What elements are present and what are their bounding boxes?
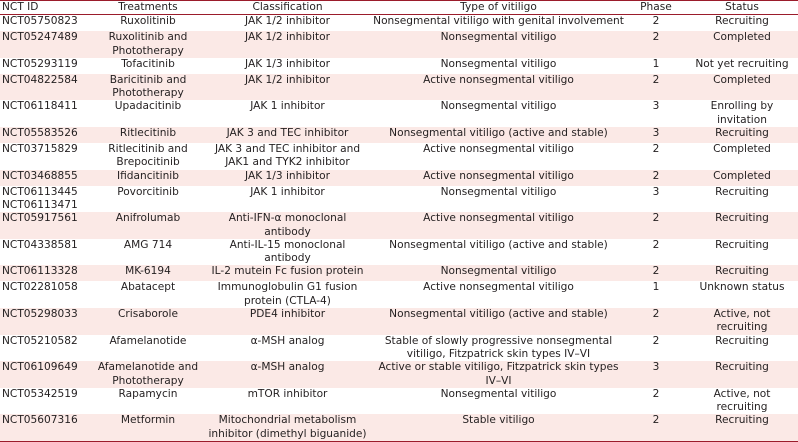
cell-treatment: Ruxolitinib (120, 15, 176, 28)
cell-phase: 2 (626, 170, 686, 186)
table-row (0, 239, 798, 266)
cell-phase: 3 (652, 100, 660, 113)
cell-nct-id (0, 186, 92, 213)
header-row (0, 1, 798, 15)
table-row (0, 335, 798, 362)
cell-treatment: Rapamycin (118, 387, 178, 400)
cell-phase: 2 (652, 143, 660, 156)
cell-type: Active nonsegmental vitiligo (371, 212, 626, 239)
cell-treatment: Ifidancitinib (92, 170, 204, 186)
table-row (0, 212, 798, 239)
cell-phase: 2 (626, 74, 686, 101)
cell-classification: JAK 1/3 inhibitor (245, 57, 330, 70)
cell-nct-id: NCT05583526 (0, 127, 92, 143)
clinical-trials-table (0, 1, 798, 442)
table-row (0, 186, 798, 213)
cell-nct-id-primary: NCT06113445 (2, 185, 78, 198)
cell-status: Recruiting (686, 414, 798, 441)
table-row (0, 15, 798, 32)
table-row (0, 127, 798, 143)
cell-phase: 2 (626, 265, 686, 281)
cell-classification: JAK 1/2 inhibitor (245, 15, 330, 28)
header-phase: Phase (626, 1, 686, 15)
header-classification: Classification (204, 1, 371, 15)
cell-phase: 2 (652, 15, 660, 28)
cell-nct-id: NCT02281058 (2, 281, 78, 294)
cell-nct-id: NCT05298033 (0, 308, 92, 335)
table-row (0, 414, 798, 441)
table-row (0, 58, 798, 74)
cell-phase: 2 (626, 308, 686, 335)
cell-nct-id: NCT06109649 (0, 361, 92, 388)
cell-type: Active nonsegmental vitiligo (371, 74, 626, 101)
cell-nct-id: NCT05342519 (2, 387, 78, 400)
cell-classification: Mitochondrial metabolism inhibitor (dimethyl biguanide) (204, 414, 371, 441)
cell-status: Recruiting (686, 265, 798, 281)
table-row (0, 100, 798, 127)
cell-classification: JAK 1 inhibitor (250, 185, 325, 198)
table-row (0, 281, 798, 308)
cell-treatment: Abatacept (120, 281, 176, 294)
table-row (0, 31, 798, 58)
cell-type: Nonsegmental vitiligo (440, 57, 557, 70)
cell-status: Recruiting (715, 334, 769, 347)
cell-classification: PDE4 inhibitor (204, 308, 371, 335)
cell-status: Unknown status (699, 281, 785, 294)
cell-phase: 2 (626, 212, 686, 239)
cell-status: Recruiting (715, 238, 769, 251)
cell-status: Recruiting (686, 127, 798, 143)
cell-nct-id: NCT03715829 (2, 143, 78, 156)
header-type: Type of vitiligo (371, 1, 626, 15)
cell-type: Active nonsegmental vitiligo (423, 143, 574, 156)
cell-status: Active, not recruiting (713, 387, 771, 414)
cell-type: Nonsegmental vitiligo (371, 265, 626, 281)
cell-status: Completed (713, 143, 771, 156)
header-treatments: Treatments (92, 1, 204, 15)
cell-status: Enrolling by invitation (710, 100, 774, 126)
cell-type: Nonsegmental vitiligo (active and stable) (371, 308, 626, 335)
cell-treatment: Anifrolumab (92, 212, 204, 239)
cell-nct-id: NCT06118411 (2, 100, 78, 113)
cell-type: Stable of slowly progressive nonsegmental vitiligo, Fitzpatrick skin types IV–VI (384, 334, 613, 360)
cell-status: Completed (686, 31, 798, 58)
cell-type: Nonsegmental vitiligo with genital involvement (373, 15, 624, 28)
cell-classification: mTOR inhibitor (247, 387, 328, 400)
cell-classification: IL-2 mutein Fc fusion protein (204, 265, 371, 281)
cell-classification: JAK 1/2 inhibitor (204, 74, 371, 101)
cell-classification: JAK 1/3 inhibitor (204, 170, 371, 186)
cell-status: Recruiting (686, 212, 798, 239)
cell-treatment: Afamelanotide (109, 334, 187, 347)
table-row (0, 265, 798, 281)
cell-type: Nonsegmental vitiligo (371, 31, 626, 58)
cell-status: Completed (686, 74, 798, 101)
header-nct-id: NCT ID (0, 1, 92, 15)
cell-phase: 3 (626, 361, 686, 388)
cell-classification: Anti-IFN-α monoclonal antibody (204, 212, 371, 239)
cell-status: Active, not recruiting (686, 308, 798, 335)
cell-status: Recruiting (715, 185, 769, 198)
table-row (0, 170, 798, 186)
cell-nct-id: NCT05917561 (0, 212, 92, 239)
cell-classification: Immunoglobulin G1 fusion protein (CTLA-4) (217, 281, 358, 307)
cell-treatment: MK-6194 (92, 265, 204, 281)
cell-nct-id: NCT03468855 (0, 170, 92, 186)
cell-status: Not yet recruiting (695, 57, 789, 70)
cell-treatment: Povorcitinib (117, 185, 179, 198)
cell-treatment: Tofacitinib (121, 57, 175, 70)
cell-nct-id: NCT05607316 (0, 414, 92, 441)
cell-type: Nonsegmental vitiligo (active and stable) (389, 238, 608, 251)
cell-nct-id-secondary: NCT06113471 (2, 198, 78, 211)
cell-phase: 1 (652, 281, 660, 294)
cell-type: Nonsegmental vitiligo (440, 387, 557, 400)
table-header (0, 1, 798, 15)
cell-type: Nonsegmental vitiligo (440, 185, 557, 198)
cell-treatment: Crisaborole (92, 308, 204, 335)
cell-phase: 3 (626, 127, 686, 143)
cell-treatment: Ritlecitinib (92, 127, 204, 143)
cell-classification: JAK 1 inhibitor (250, 100, 325, 113)
cell-nct-id: NCT05210582 (2, 334, 78, 347)
cell-phase: 2 (626, 31, 686, 58)
cell-phase: 1 (652, 57, 660, 70)
cell-nct-id: NCT04338581 (2, 238, 78, 251)
cell-classification: α-MSH analog (250, 334, 325, 347)
cell-phase: 3 (652, 185, 660, 198)
table-row (0, 308, 798, 335)
cell-nct-id: NCT04822584 (0, 74, 92, 101)
table-row (0, 388, 798, 415)
cell-status: Completed (686, 170, 798, 186)
table-row (0, 361, 798, 388)
cell-nct-id: NCT05293119 (2, 57, 78, 70)
cell-treatment: Ritlecitinib and Brepocitinib (108, 143, 188, 169)
header-status: Status (686, 1, 798, 15)
cell-nct-id: NCT05750823 (2, 15, 78, 28)
cell-classification: JAK 3 and TEC inhibitor and JAK1 and TYK2 inhibitor (214, 143, 361, 169)
cell-treatment: Baricitinib and Phototherapy (92, 74, 204, 101)
cell-type: Nonsegmental vitiligo (440, 100, 557, 113)
cell-type: Stable vitiligo (371, 414, 626, 441)
cell-nct-id: NCT06113328 (0, 265, 92, 281)
cell-status: Recruiting (686, 361, 798, 388)
cell-type: Nonsegmental vitiligo (active and stable) (371, 127, 626, 143)
cell-nct-id: NCT05247489 (0, 31, 92, 58)
cell-classification: JAK 1/2 inhibitor (204, 31, 371, 58)
cell-phase: 2 (652, 238, 660, 251)
cell-type: Active nonsegmental vitiligo (371, 170, 626, 186)
cell-phase: 2 (652, 334, 660, 347)
table-row (0, 74, 798, 101)
cell-classification: α-MSH analog (204, 361, 371, 388)
cell-phase: 2 (626, 414, 686, 441)
cell-type: Active nonsegmental vitiligo (423, 281, 574, 294)
table-body (0, 15, 798, 442)
cell-treatment: Ruxolitinib and Phototherapy (92, 31, 204, 58)
cell-treatment: Metformin (92, 414, 204, 441)
cell-treatment: Upadacitinib (114, 100, 182, 113)
cell-phase: 2 (652, 387, 660, 400)
table-row (0, 143, 798, 170)
cell-status: Recruiting (715, 15, 769, 28)
cell-classification: Anti-IL-15 monoclonal antibody (229, 238, 346, 265)
cell-type: Active or stable vitiligo, Fitzpatrick skin types IV–VI (371, 361, 626, 388)
cell-treatment: AMG 714 (123, 238, 173, 251)
cell-classification: JAK 3 and TEC inhibitor (204, 127, 371, 143)
cell-treatment: Afamelanotide and Phototherapy (92, 361, 204, 388)
